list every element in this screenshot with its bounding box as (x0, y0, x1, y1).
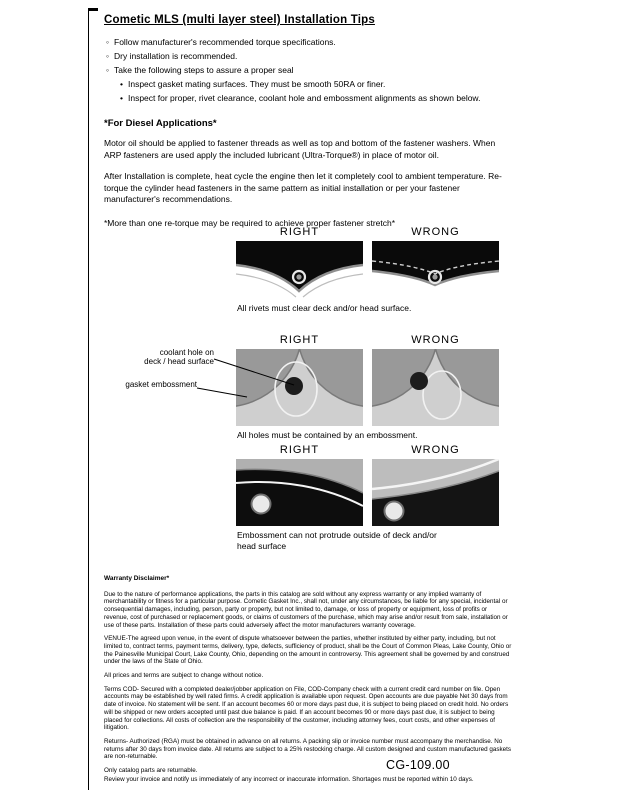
left-margin-rule (88, 10, 89, 790)
tip-item: ◦ Dry installation is recommended. (106, 51, 514, 61)
holes-wrong-diagram (372, 349, 499, 426)
warranty-heading: Warranty Disclaimer* (104, 575, 170, 582)
diagram-row-rivets (236, 226, 499, 314)
right-label: RIGHT (279, 333, 320, 346)
diesel-applications-heading: *For Diesel Applications* (104, 118, 217, 129)
rivet-wrong-diagram (372, 241, 499, 299)
tip-item: ◦ Take the following steps to assure a proper seal (106, 65, 514, 75)
sub-tips-list (120, 79, 514, 103)
warranty-paragraph: Returns- Authorized (RGA) must be obtained in advance on all returns. A packing slip or invoice number must accompany the merchandise. No returns after 30 days from invoice date. All returns are subject to a 25% restocking charge. All custom designed and custom manufactured gaskets are non-returnable. (104, 737, 512, 761)
annotation-coolant-line2: deck / head surface (144, 357, 214, 366)
diesel-paragraph-1: Motor oil should be applied to fastener threads as well as top and bottom of the fastener washers. When ARP fasteners are used apply the included lubricant (Ultra-Torque®) in place of motor oil. (104, 138, 496, 160)
holes-right-diagram (236, 349, 363, 426)
page-code: CG-109.00 (386, 758, 450, 772)
warranty-paragraph: All prices and terms are subject to change without notice. (104, 672, 264, 680)
tips-list (104, 37, 514, 75)
diagram-images (236, 349, 499, 426)
holes-caption: All holes must be contained by an embossment. (237, 429, 418, 440)
annotation-gasket-embossment: gasket embossment (125, 379, 197, 389)
annotation-coolant-line1: coolant hole on (159, 347, 214, 357)
embossment-caption: Embossment can not protrude outside of deck and/or head surface (237, 530, 437, 551)
tip-item: ◦ Follow manufacturer's recommended torque specifications. (106, 37, 514, 47)
warranty-paragraph: Only catalog parts are returnable. (104, 767, 198, 775)
diagram-row-holes (125, 333, 499, 441)
sub-tip-item: • Inspect gasket mating surfaces. They must be smooth 50RA or finer. (120, 79, 514, 89)
diagram-labels (236, 444, 499, 456)
embossment-right-diagram (236, 459, 363, 526)
diagram-labels (236, 226, 499, 238)
sub-tip-item: • Inspect for proper, rivet clearance, coolant hole and embossment alignments as shown below. (120, 93, 514, 103)
diagram-section (125, 226, 499, 551)
diesel-paragraph-2: After Installation is complete, heat cycle the engine then let it completely cool to ambient temperature. Re-torque the cylinder head fasteners in the same pattern as initial installation or per your fastener manufacturer's recommendations. (104, 171, 502, 204)
rivet-caption: All rivets must clear deck and/or head surface. (237, 303, 412, 313)
right-label: RIGHT (279, 226, 320, 238)
embossment-wrong-diagram (372, 459, 499, 526)
wrong-label: WRONG (411, 226, 460, 238)
right-label: RIGHT (279, 444, 320, 456)
top-corner-mark (88, 8, 98, 11)
warranty-paragraph: Terms COD- Secured with a completed dealer/jobber application on File, COD-Company check with a current credit card number on file. Open accounts may be established by well rated firms. A credit application is available upon request. Open accounts are due payable Net 30 days from date of invoice. No statement will be sent. If an account becomes 60 or more days past due, it is subject to being placed on credit hold. No orders will be shipped or new orders accepted until past due balance is paid. If an account becomes 90 or more days past due, it is subject to being placed for collections. All costs of collection are the responsibility of the customer, including attorney fees, court costs, and other expenses of litigation. (104, 685, 509, 732)
warranty-disclaimer-section (104, 575, 513, 789)
wrong-label: WRONG (411, 444, 460, 456)
diagram-images (236, 241, 499, 299)
diagram-row-embossment (236, 444, 499, 551)
warranty-paragraph: Due to the nature of performance applications, the parts in this catalog are sold without any express warranty or any implied warranty of merchantability or fitness for a particular purpose. Cometic Gasket Inc., shall not, under any circumstances, be liable for any special, incidental or consequential damages, including, person, party or property, but not limited to, damage, or loss of property or equipment, loss of profits or revenue, cost of purchased or replacement goods, or claims of customers of the purchase, which may arise and/or result from sale, installation or use of these parts. Installation of these parts could adversely affect the motor manufacturers warranty coverage. (104, 590, 508, 629)
warranty-paragraph: Review your invoice and notify us immediately of any incorrect or inaccurate information. Shortages must be reported within 10 days. (104, 775, 474, 783)
page-title: Cometic MLS (multi layer steel) Installation Tips (104, 14, 375, 26)
rivet-right-diagram (236, 241, 363, 299)
installation-tips-section (104, 14, 514, 228)
warranty-paragraph: VENUE-The agreed upon venue, in the event of dispute whatsoever between the parties, whether instituted by either party, including, but not limited to, contract terms, payment terms, delivery, type, defects, sufficiency of product, shall be the Court of Common Pleas, Lake County, Ohio or the Painesville Municipal Court, Lake County, Ohio, depending on the amount in controversy. This agreement shall be governed by and construed under the laws of the State of Ohio. (104, 635, 512, 666)
wrong-label: WRONG (411, 333, 460, 346)
diagram-images (236, 459, 499, 526)
annotation-coolant-hole (112, 348, 214, 367)
retorque-note: *More than one re-torque may be required to achieve proper fastener stretch* (104, 217, 396, 228)
diagram-labels (236, 334, 499, 346)
